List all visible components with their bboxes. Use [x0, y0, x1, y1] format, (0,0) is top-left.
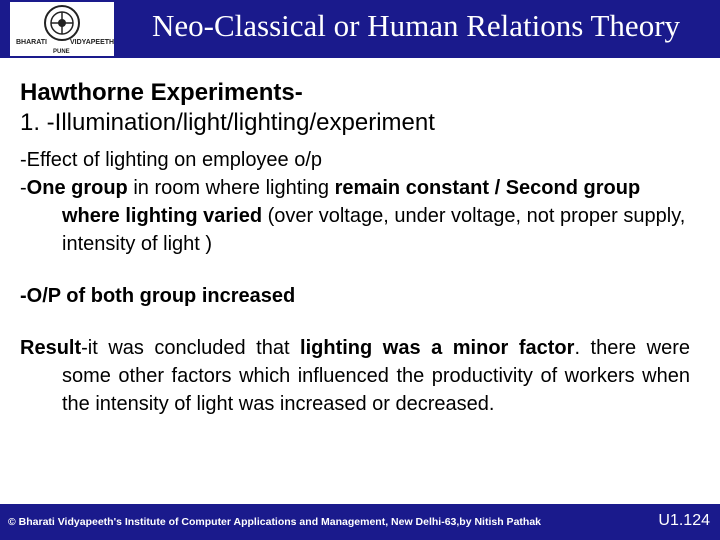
subheading-illumination: 1. -Illumination/light/lighting/experiment	[20, 109, 435, 136]
result-text1: -it was concluded that	[81, 337, 301, 359]
point-groups-constant: remain constant /	[334, 177, 506, 199]
heading-hawthorne: Hawthorne Experiments-	[20, 79, 303, 106]
page-number: U1.124	[658, 512, 710, 529]
point-groups-dash: -	[20, 177, 27, 199]
point-groups-one-group: One group	[26, 177, 128, 199]
result-label: Result	[20, 337, 82, 359]
logo-right-text: VIDYAPEETH	[70, 39, 114, 46]
logo-icon	[10, 2, 114, 56]
logo-bottom-text: PUNE	[53, 49, 70, 55]
point-groups	[20, 174, 690, 258]
point-output-increased: -O/P of both group increased	[20, 285, 296, 307]
point-groups-text1: in room where lighting	[127, 177, 335, 199]
point-groups-second: Second group where lighting varied	[62, 177, 641, 227]
footer-bar	[0, 504, 720, 540]
point-groups-text2: (over voltage, under voltage, not proper supply, intensity of light )	[62, 205, 686, 255]
result-text2: . there were some other factors which influenced the productivity of workers when the intensity of light was increased or decreased.	[62, 337, 690, 415]
institute-logo	[10, 2, 114, 56]
logo-left-text: BHARATI	[16, 39, 47, 46]
result-paragraph	[20, 334, 690, 418]
slide-body	[20, 78, 690, 418]
point-effect-of-lighting: -Effect of lighting on employee o/p	[20, 149, 323, 171]
slide-title: Neo-Classical or Human Relations Theory	[151, 8, 681, 43]
result-minor-factor: lighting was a minor factor	[300, 337, 575, 359]
copyright-text: © Bharati Vidyapeeth's Institute of Computer Applications and Management, New Delhi-63,by Nitish Pathak	[8, 516, 541, 528]
title-bar	[0, 0, 720, 58]
